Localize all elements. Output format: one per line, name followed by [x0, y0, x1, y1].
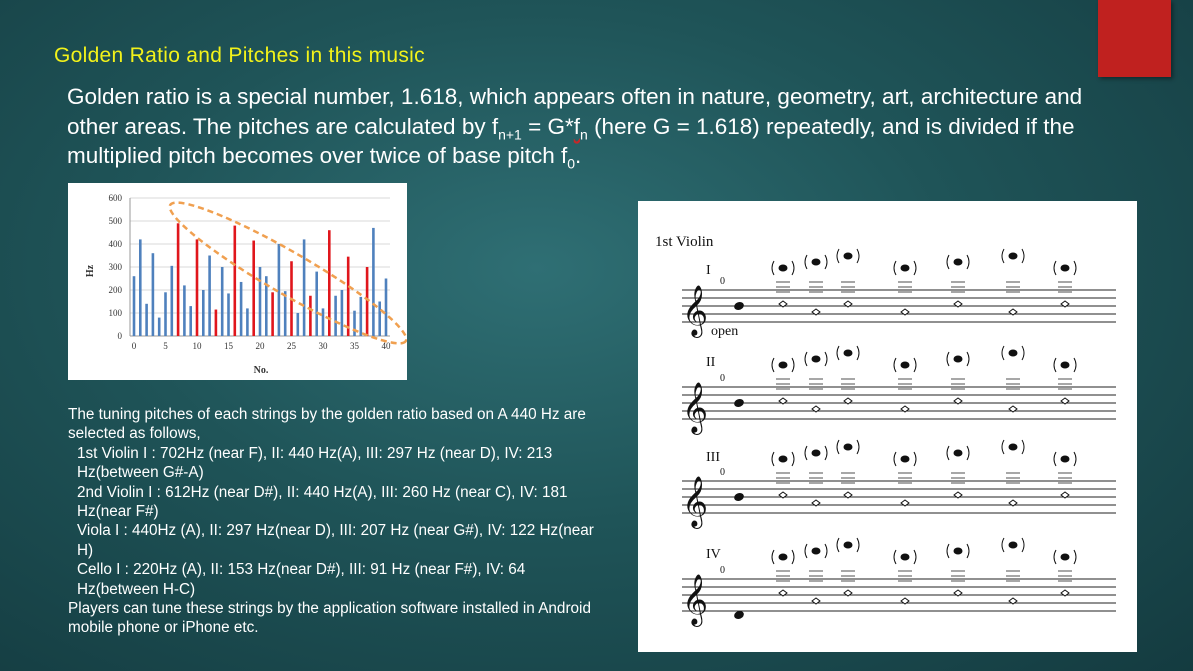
x-axis-label: No.	[253, 365, 269, 376]
note-head	[812, 356, 821, 363]
bar	[208, 256, 211, 337]
bar	[152, 253, 155, 336]
y-tick-label: 300	[108, 262, 122, 272]
y-tick-label: 0	[117, 331, 122, 341]
x-tick-label: 10	[192, 341, 202, 351]
y-tick-label: 600	[108, 193, 122, 203]
pitch-bar-chart	[68, 183, 407, 380]
x-tick-label: 35	[350, 341, 359, 351]
bar	[139, 239, 142, 336]
bar	[189, 306, 192, 336]
tuning-intro: The tuning pitches of each strings by the golden ratio based on A 440 Hz are selected as follows,	[68, 406, 586, 443]
bar	[297, 313, 300, 336]
note-head	[901, 554, 910, 561]
bar	[183, 285, 186, 336]
treble-clef-icon: 𝄞	[682, 285, 709, 336]
bar	[145, 304, 148, 336]
note-head	[954, 356, 963, 363]
treble-clef-icon: 𝄞	[682, 574, 709, 625]
note-head	[779, 265, 788, 272]
x-tick-label: 15	[224, 341, 233, 351]
x-tick-label: 20	[255, 341, 265, 351]
bar	[322, 308, 325, 336]
tuning-violin1: 1st Violin I : 702Hz (near F), II: 440 Hz(A), III: 297 Hz (near D), IV: 213 Hz(between G#-A)	[77, 444, 553, 482]
bar	[227, 293, 230, 336]
bar	[372, 228, 375, 336]
bar	[385, 279, 388, 337]
note-head	[812, 450, 821, 457]
note-head	[844, 542, 853, 549]
bar	[133, 276, 136, 336]
note-head	[1061, 265, 1070, 272]
note-head	[1061, 362, 1070, 369]
staff-label-3: III	[706, 450, 720, 465]
note-head	[1061, 554, 1070, 561]
bar	[303, 239, 306, 336]
note-head	[954, 450, 963, 457]
fingering-label: 0	[720, 373, 725, 384]
note-head	[901, 265, 910, 272]
note-head	[954, 259, 963, 266]
bar	[221, 267, 224, 336]
tuning-cello: Cello I : 220Hz (A), II: 153 Hz(near D#), III: 91 Hz (near F#), IV: 64 Hz(between H-C)	[77, 561, 526, 598]
highlighted-bar	[347, 257, 350, 336]
instrument-label: 1st Violin	[655, 234, 714, 250]
y-tick-label: 100	[108, 308, 122, 318]
note-head	[779, 456, 788, 463]
bar	[171, 266, 174, 336]
highlighted-bar	[252, 241, 255, 336]
highlighted-bar	[309, 296, 312, 336]
bar	[240, 282, 243, 336]
fingering-label: 0	[720, 565, 725, 576]
bar	[202, 290, 205, 336]
note-head	[733, 301, 745, 312]
staff-label-2: II	[706, 355, 716, 370]
score-image	[638, 201, 1137, 652]
y-tick-label: 200	[108, 285, 122, 295]
note-head	[779, 362, 788, 369]
note-head	[1009, 444, 1018, 451]
treble-clef-icon: 𝄞	[682, 382, 709, 433]
note-head	[812, 548, 821, 555]
tuning-violin2: 2nd Violin I : 612Hz (near D#), II: 440 Hz(A), III: 260 Hz (near C), IV: 181 Hz(near F#)	[77, 483, 568, 521]
formula-fn: $f_n$	[573, 113, 588, 142]
bar	[164, 292, 167, 336]
note-head	[901, 456, 910, 463]
note-head	[812, 259, 821, 266]
x-tick-label: 5	[163, 341, 168, 351]
note-head	[844, 350, 853, 357]
fingering-label: 0	[720, 467, 725, 478]
intro-paragraph: Golden ratio is a special number, 1.618, which appears often in nature, geometry, art, architecture and other areas. The pitches are calculated by $f_{n+1} = G*f_n$ (here G = 1.618) repeatedly, and is divided if the multiplied pitch becomes over twice of base pitch $f_0$.	[67, 84, 1083, 172]
note-head	[1009, 350, 1018, 357]
note-head	[954, 548, 963, 555]
note-head	[1009, 542, 1018, 549]
highlighted-bar	[271, 292, 274, 336]
note-head	[901, 362, 910, 369]
accent-block	[1098, 0, 1171, 77]
tuning-closing: Players can tune these strings by the application software installed in Android mobile phone or iPhone etc.	[68, 600, 591, 637]
highlighted-bar	[177, 223, 180, 336]
bar	[341, 290, 344, 336]
y-tick-label: 500	[108, 216, 122, 226]
x-tick-label: 40	[381, 341, 391, 351]
bar	[284, 291, 287, 336]
bar	[353, 311, 356, 336]
y-axis-label: Hz	[85, 264, 96, 278]
note-head	[1061, 456, 1070, 463]
tuning-description	[68, 405, 598, 638]
treble-clef-icon: 𝄞	[682, 476, 709, 527]
bar	[158, 318, 161, 336]
note-head	[844, 253, 853, 260]
tuning-viola: Viola I : 440Hz (A), II: 297 Hz(near D), III: 207 Hz (near G#), IV: 122 Hz(near H)	[77, 522, 594, 559]
bar	[378, 302, 381, 337]
staff-label-1: I	[706, 263, 711, 278]
x-tick-label: 25	[287, 341, 296, 351]
bar	[278, 244, 281, 336]
slide-title: Golden Ratio and Pitches in this music	[54, 44, 425, 67]
open-label: open	[711, 324, 739, 339]
note-head	[1009, 253, 1018, 260]
y-tick-label: 400	[108, 239, 122, 249]
highlighted-bar	[196, 239, 199, 336]
bar	[360, 297, 363, 336]
x-tick-label: 30	[318, 341, 328, 351]
note-head	[844, 444, 853, 451]
x-tick-label: 0	[131, 341, 137, 351]
staff-label-4: IV	[706, 547, 721, 562]
bar	[246, 308, 249, 336]
note-head	[779, 554, 788, 561]
note-head	[733, 492, 745, 503]
fingering-label: 0	[720, 276, 725, 287]
bar	[259, 267, 262, 336]
highlighted-bar	[215, 310, 218, 336]
bar	[334, 296, 337, 336]
highlighted-bar	[234, 226, 237, 336]
note-head	[733, 398, 745, 409]
bar	[315, 272, 318, 336]
